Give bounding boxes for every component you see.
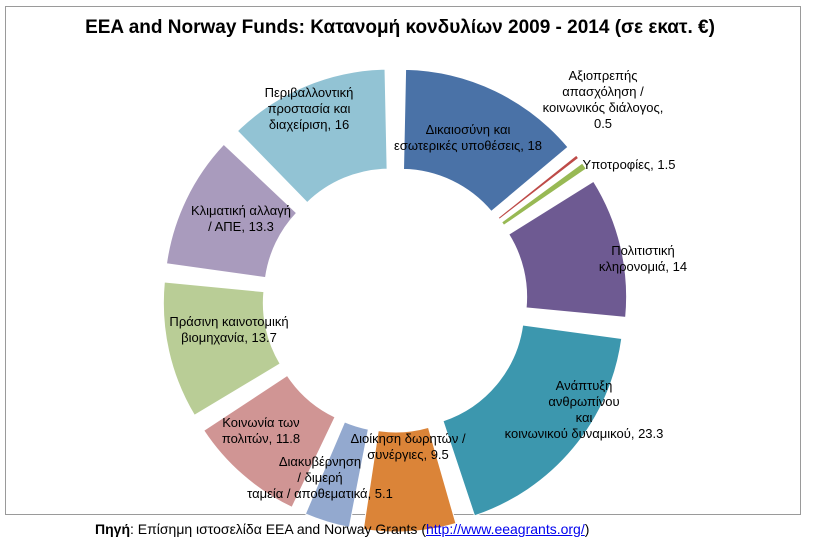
source-text: : Επίσημη ιστοσελίδα EEA and Norway Grants ( bbox=[130, 521, 426, 537]
slice-label: Περιβαλλοντική προστασία και διαχείριση, 16 bbox=[264, 85, 354, 132]
slice-label: Κλιματική αλλαγή / ΑΠΕ, 13.3 bbox=[191, 203, 291, 234]
slice-label: Πολιτιστική κληρονομιά, 14 bbox=[598, 243, 688, 274]
slice-label: Διοίκηση δωρητών / συνέργιες, 9.5 bbox=[350, 431, 466, 462]
source-suffix: ) bbox=[584, 521, 590, 537]
slice-label: Κοινωνία των πολιτών, 11.8 bbox=[221, 415, 301, 446]
source-link[interactable]: http://www.eeagrants.org/ bbox=[425, 521, 585, 537]
slice-label: Διακυβέρνηση / διμερή ταμεία / αποθεματικά, 5.1 bbox=[247, 454, 393, 501]
slice-label: Αξιοπρεπής απασχόληση / κοινωνικός διάλογος, 0.5 bbox=[542, 68, 664, 131]
slice-label: Δικαιοσύνη και εσωτερικές υποθέσεις, 18 bbox=[394, 122, 542, 153]
source-line bbox=[95, 521, 589, 537]
slice-label: Πράσινη καινοτομική βιομηχανία, 13.7 bbox=[169, 314, 289, 345]
slice-label: Υποτροφίες, 1.5 bbox=[582, 157, 676, 172]
chart-title: EEA and Norway Funds: Κατανομή κονδυλίων 2009 - 2014 (σε εκατ. €) bbox=[85, 17, 715, 38]
slice-label: Ανάπτυξη ανθρωπίνου και κοινωνικού δυναμικού, 23.3 bbox=[504, 378, 664, 441]
source-prefix: Πηγή bbox=[95, 521, 130, 537]
